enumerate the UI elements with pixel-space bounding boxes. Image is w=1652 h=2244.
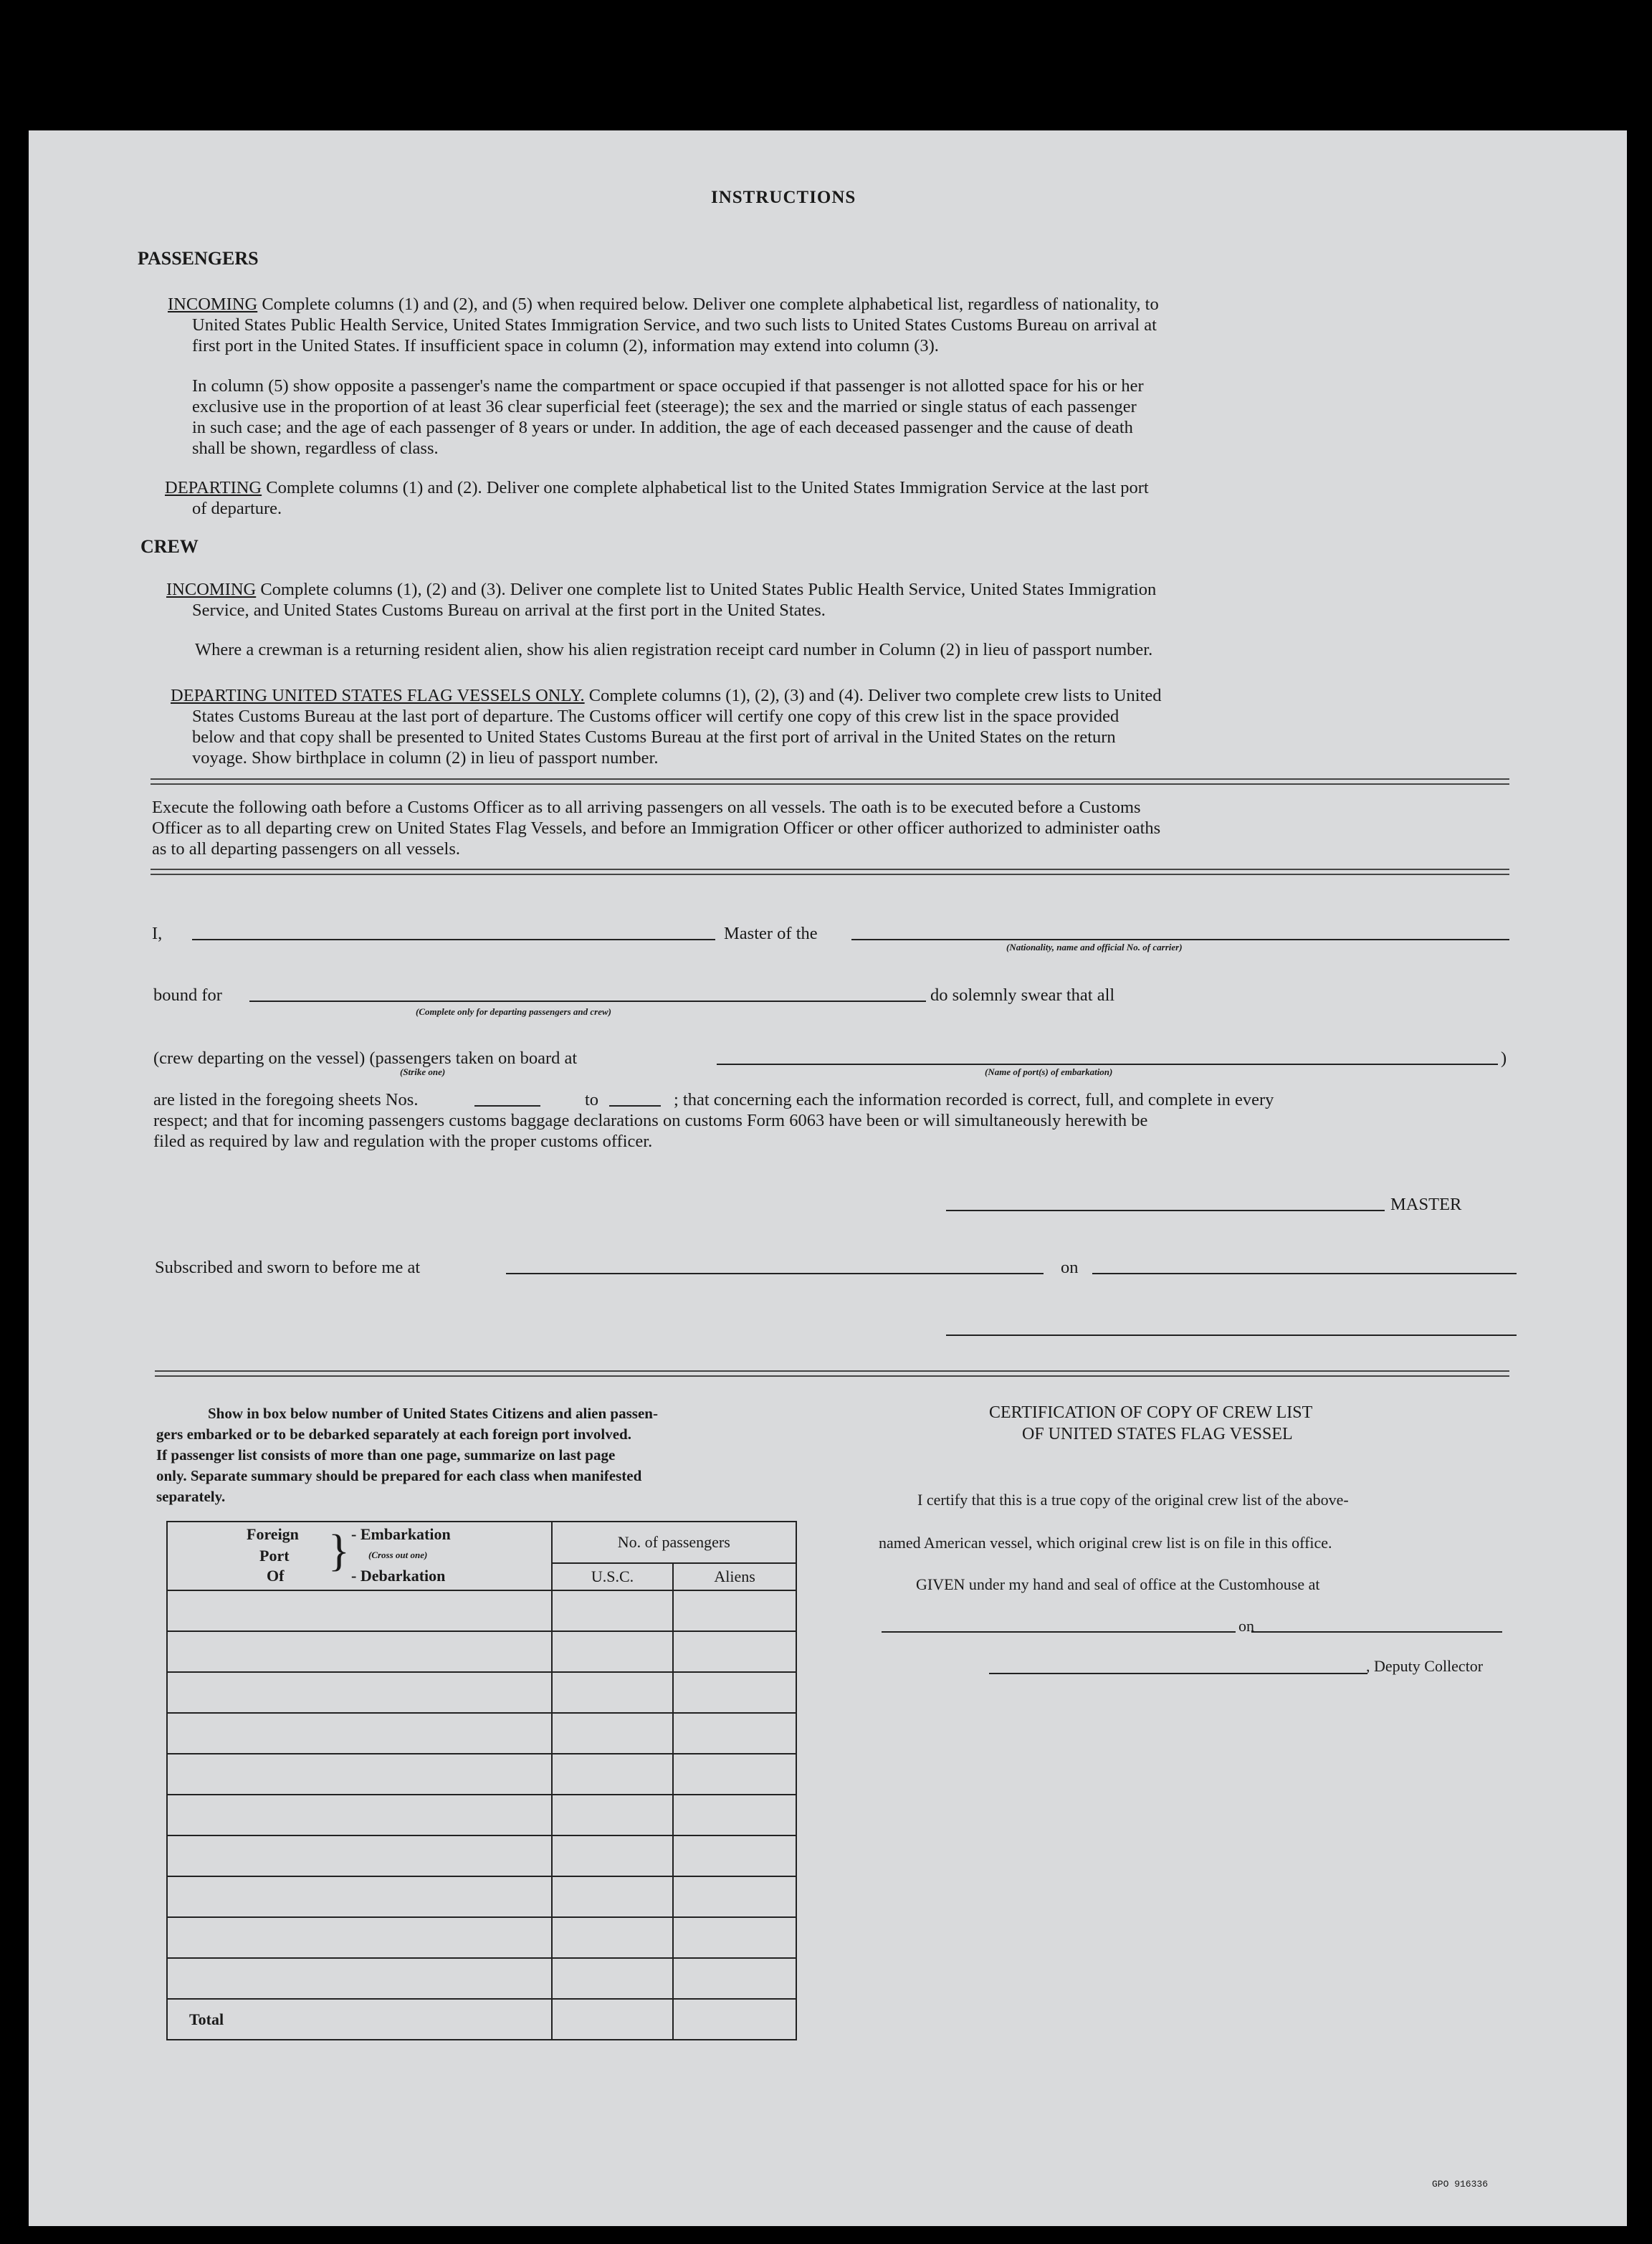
bound-caption: (Complete only for departing passengers and crew): [416, 1006, 611, 1017]
embarkation-option[interactable]: - Embarkation: [351, 1525, 451, 1543]
usc-cell[interactable]: [552, 1835, 674, 1876]
sheet-to-field[interactable]: [609, 1105, 661, 1107]
passengers-departing-line2: of departure.: [192, 499, 282, 518]
master-label: MASTER: [1390, 1195, 1462, 1214]
port-cell[interactable]: [167, 1835, 552, 1876]
master-of-label: Master of the: [724, 924, 818, 943]
crew-departing-line4: voyage. Show birthplace in column (2) in lieu of passport number.: [192, 748, 659, 768]
deputy-collector-label: , Deputy Collector: [1366, 1657, 1484, 1675]
listed-prefix: are listed in the foregoing sheets Nos.: [153, 1090, 419, 1109]
passenger-summary-table: [166, 1521, 797, 2040]
passengers-incoming-line1: INCOMING Complete columns (1) and (2), and (5) when required below. Deliver one complete alphabetical list, regardless of nationality, to: [168, 295, 1159, 314]
passengers-departing-line1: DEPARTING Complete columns (1) and (2). Deliver one complete alphabetical list to the United States Immigration Service at the last port: [165, 478, 1149, 497]
master-signature-field[interactable]: [946, 1210, 1385, 1211]
usc-cell[interactable]: [552, 1917, 674, 1958]
oath-intro-line2: Officer as to all departing crew on United States Flag Vessels, and before an Immigration Officer or other officer authorized to administer oaths: [152, 818, 1161, 838]
crew-departing-line1: DEPARTING UNITED STATES FLAG VESSELS ONLY. Complete columns (1), (2), (3) and (4). Deliver two complete crew lists to United: [171, 686, 1162, 705]
usc-cell[interactable]: [552, 1958, 674, 1999]
aliens-cell[interactable]: [673, 1590, 796, 1631]
summary-instr-line3: If passenger list consists of more than one page, summarize on last page: [156, 1446, 616, 1464]
crew-incoming-line2: Service, and United States Customs Bureau on arrival at the first port in the United States.: [192, 601, 826, 620]
gpo-code: GPO 916336: [1432, 2179, 1489, 2190]
crew-departing-line3: below and that copy shall be presented to United States Customs Bureau at the first port of arrival in the United States on the return: [192, 727, 1116, 747]
column5-line2: exclusive use in the proportion of at least 36 clear superficial feet (steerage); the sex and the married or single status of each passenger: [192, 397, 1137, 416]
total-label: Total: [167, 1999, 552, 2040]
subscribed-label: Subscribed and sworn to before me at: [155, 1258, 421, 1277]
page-title: INSTRUCTIONS: [711, 188, 856, 207]
aliens-cell[interactable]: [673, 1917, 796, 1958]
form-sheet: [29, 130, 1627, 2226]
crew-resident-line: Where a crewman is a returning resident alien, show his alien registration receipt card number in Column (2) in lieu of passport number.: [195, 640, 1153, 659]
port-cell[interactable]: [167, 1795, 552, 1835]
certification-line1: I certify that this is a true copy of the original crew list of the above-: [917, 1491, 1349, 1509]
swear-label: do solemnly swear that all: [930, 985, 1115, 1005]
usc-cell[interactable]: [552, 1672, 674, 1713]
column5-line4: shall be shown, regardless of class.: [192, 439, 439, 458]
usc-cell[interactable]: [552, 1795, 674, 1835]
aliens-cell[interactable]: [673, 1713, 796, 1754]
bound-for-field[interactable]: [249, 1001, 926, 1002]
departing-label: DEPARTING: [165, 478, 262, 497]
oath-intro-line1: Execute the following oath before a Customs Officer as to all arriving passengers on all vessels. The oath is to be executed before a Customs: [152, 798, 1141, 817]
embarkation-port-field[interactable]: [717, 1064, 1498, 1065]
cert-date-field[interactable]: [1251, 1631, 1502, 1633]
carrier-field[interactable]: [851, 939, 1509, 940]
aliens-cell[interactable]: [673, 1672, 796, 1713]
sworn-on-label: on: [1061, 1258, 1079, 1277]
crew-incoming-line1: INCOMING Complete columns (1), (2) and (3). Deliver one complete list to United States Public Health Service, United States Immigration: [166, 580, 1157, 599]
deputy-signature-field[interactable]: [989, 1673, 1367, 1674]
divider: [155, 1370, 1509, 1377]
aliens-cell[interactable]: [673, 1795, 796, 1835]
column5-line1: In column (5) show opposite a passenger's name the compartment or space occupied if that passenger is not allotted space for his or her: [192, 376, 1144, 396]
port-cell[interactable]: [167, 1958, 552, 1999]
usc-cell[interactable]: [552, 1631, 674, 1672]
aliens-cell[interactable]: [673, 1631, 796, 1672]
oath-intro-line3: as to all departing passengers on all vessels.: [152, 839, 461, 859]
usc-cell[interactable]: [552, 1876, 674, 1917]
aliens-cell[interactable]: [673, 1958, 796, 1999]
crew-departing-label: (crew departing on the vessel) (passengers taken on board at: [153, 1049, 578, 1068]
usc-cell[interactable]: [552, 1713, 674, 1754]
passengers-incoming-line3: first port in the United States. If insufficient space in column (2), information may extend into column (3).: [192, 336, 939, 355]
usc-header: U.S.C.: [552, 1563, 674, 1590]
debarkation-option[interactable]: - Debarkation: [351, 1567, 446, 1585]
port-cell[interactable]: [167, 1672, 552, 1713]
sworn-date-field[interactable]: [1092, 1273, 1517, 1274]
port-cell[interactable]: [167, 1754, 552, 1795]
summary-instr-line2: gers embarked or to be debarked separately at each foreign port involved.: [156, 1426, 631, 1443]
summary-instr-line1: Show in box below number of United States Citizens and alien passen-: [208, 1405, 658, 1422]
master-name-field[interactable]: [192, 939, 715, 940]
sworn-place-field[interactable]: [506, 1273, 1044, 1274]
aliens-cell[interactable]: [673, 1754, 796, 1795]
usc-cell[interactable]: [552, 1754, 674, 1795]
respect-line: respect; and that for incoming passengers customs baggage declarations on customs Form 6063 have been or will simultaneously herewith be: [153, 1111, 1148, 1130]
crew-incoming-label: INCOMING: [166, 580, 257, 599]
brace: }: [328, 1527, 350, 1575]
strike-caption: (Strike one): [400, 1066, 446, 1077]
customhouse-field[interactable]: [882, 1631, 1236, 1633]
cert-on-label: on: [1238, 1617, 1254, 1635]
column5-line3: in such case; and the age of each passenger of 8 years or under. In addition, the age of each deceased passenger and the cause of death: [192, 418, 1133, 437]
port-caption: (Name of port(s) of embarkation): [985, 1066, 1113, 1077]
aliens-header: Aliens: [673, 1563, 796, 1590]
port-cell[interactable]: [167, 1631, 552, 1672]
port-cell[interactable]: [167, 1713, 552, 1754]
port-cell[interactable]: [167, 1917, 552, 1958]
port-cell[interactable]: [167, 1876, 552, 1917]
divider: [151, 869, 1509, 875]
crew-departing-label: DEPARTING UNITED STATES FLAG VESSELS ONLY.: [171, 686, 585, 705]
carrier-caption: (Nationality, name and official No. of carrier): [1006, 942, 1183, 952]
passengers-incoming-line2: United States Public Health Service, United States Immigration Service, and two such lists to United States Customs Bureau on arrival at: [192, 315, 1157, 335]
oath-i-label: I,: [152, 924, 163, 943]
divider: [151, 778, 1509, 785]
summary-instr-line4: only. Separate summary should be prepared for each class when manifested: [156, 1467, 642, 1484]
aliens-total-cell[interactable]: [673, 1999, 796, 2040]
crew-heading: CREW: [140, 536, 199, 557]
usc-total-cell[interactable]: [552, 1999, 674, 2040]
summary-instr-line5: separately.: [156, 1488, 226, 1505]
certification-line3: GIVEN under my hand and seal of office at the Customhouse at: [916, 1575, 1320, 1593]
officer-signature-field[interactable]: [946, 1335, 1517, 1336]
filed-line: filed as required by law and regulation with the proper customs officer.: [153, 1132, 653, 1151]
port-header-cell: Foreign Port Of } - Embarkation (Cross out one) - Debarkation: [167, 1522, 552, 1590]
no-of-passengers-header: No. of passengers: [552, 1522, 796, 1563]
port-cell[interactable]: [167, 1590, 552, 1631]
certification-line2: named American vessel, which original crew list is on file in this office.: [879, 1534, 1332, 1552]
usc-cell[interactable]: [552, 1590, 674, 1631]
to-label: to: [585, 1090, 599, 1109]
incoming-label: INCOMING: [168, 295, 258, 314]
certification-title2: OF UNITED STATES FLAG VESSEL: [1022, 1425, 1293, 1443]
sheet-from-field[interactable]: [474, 1105, 540, 1107]
aliens-cell[interactable]: [673, 1876, 796, 1917]
passengers-heading: PASSENGERS: [138, 248, 259, 269]
aliens-cell[interactable]: [673, 1835, 796, 1876]
crew-departing-line2: States Customs Bureau at the last port of departure. The Customs officer will certify one copy of this crew list in the space provided: [192, 707, 1119, 726]
bound-for-label: bound for: [153, 985, 222, 1005]
listed-suffix: ; that concerning each the information recorded is correct, full, and complete in every: [674, 1090, 1274, 1109]
close-paren: ): [1501, 1049, 1507, 1068]
certification-title1: CERTIFICATION OF COPY OF CREW LIST: [989, 1403, 1313, 1422]
